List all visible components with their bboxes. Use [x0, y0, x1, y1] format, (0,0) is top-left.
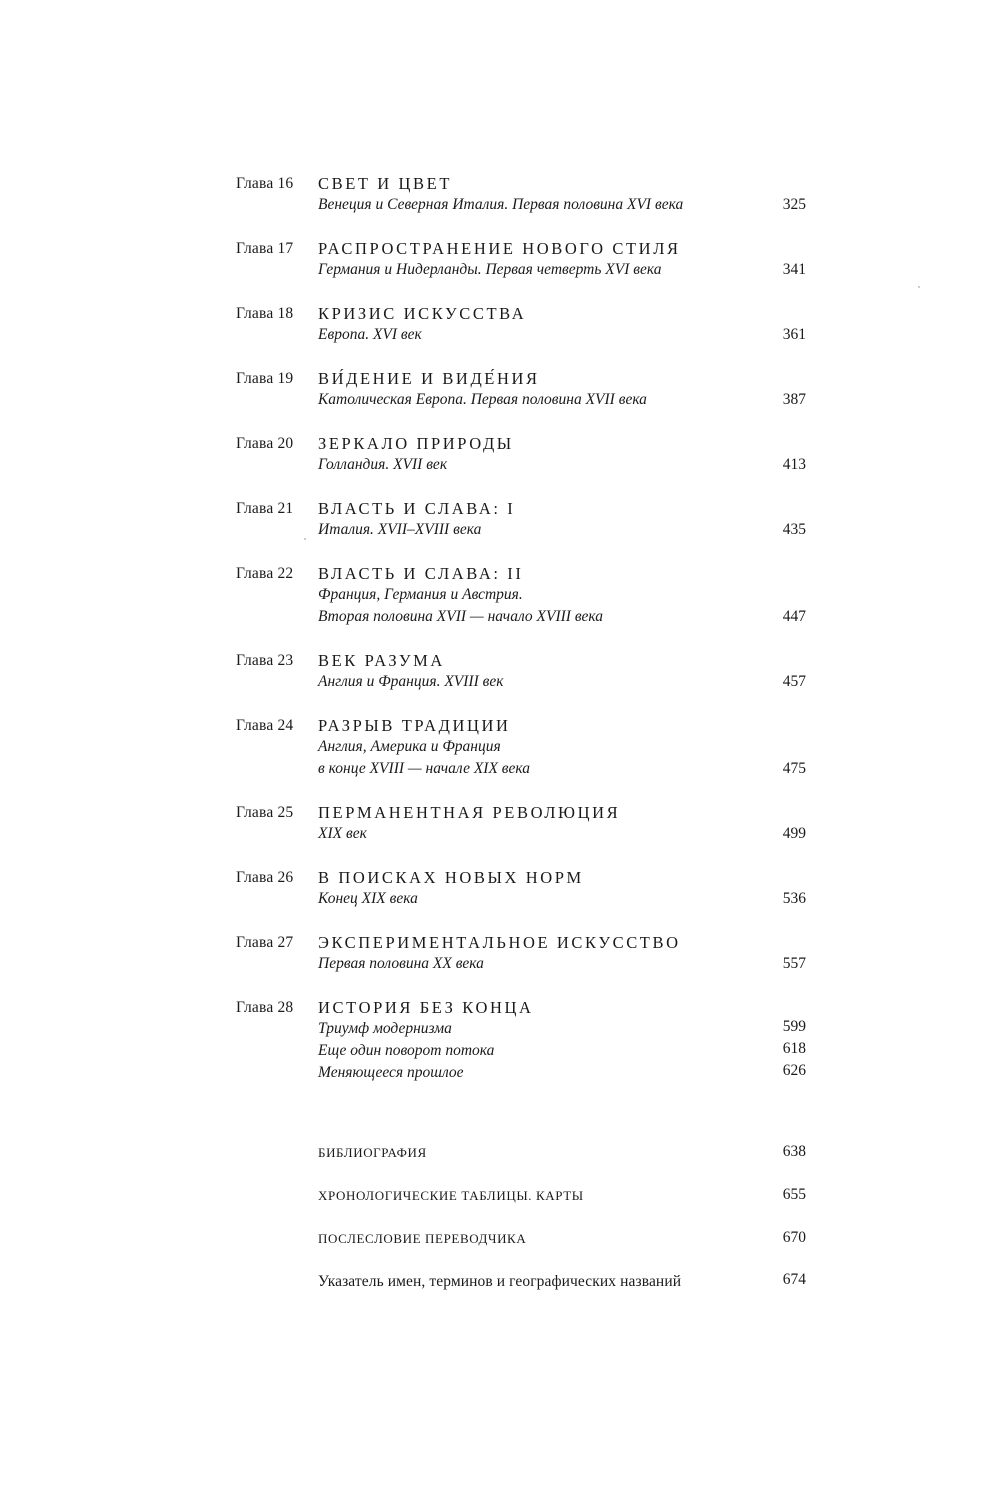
chapter-subtitle: Конец XIX века	[318, 890, 418, 907]
back-matter-title: ПОСЛЕСЛОВИЕ ПЕРЕВОДЧИКА	[318, 1231, 527, 1246]
chapter-title: РАСПРОСТРАНЕНИЕ НОВОГО СТИЛЯ	[318, 239, 681, 258]
page-number: 447	[782, 608, 806, 625]
page-number: 655	[782, 1186, 806, 1203]
chapter-28-entry	[236, 994, 816, 1134]
chapter-label: Глава 25	[236, 804, 294, 821]
page-number: 341	[782, 261, 806, 278]
back-matter-title: БИБЛИОГРАФИЯ	[318, 1145, 427, 1160]
chapter-21-entry	[236, 495, 816, 560]
page-number: 361	[782, 326, 806, 343]
chapter-label: Глава 23	[236, 652, 294, 669]
chapter-19-entry	[236, 365, 816, 430]
page-number: 618	[782, 1040, 806, 1057]
page-number: 457	[782, 673, 806, 690]
chapter-label: Глава 18	[236, 305, 294, 322]
chapter-subtitle: Католическая Европа. Первая половина XVII века	[318, 391, 647, 408]
chapter-label: Глава 27	[236, 934, 294, 951]
chapter-title: ВЛАСТЬ И СЛАВА: II	[318, 564, 524, 583]
chronology-entry	[318, 1188, 816, 1210]
chapter-16-entry	[236, 170, 816, 235]
chapter-title: СВЕТ И ЦВЕТ	[318, 174, 453, 193]
scan-speck	[918, 286, 920, 288]
chapter-title: ЭКСПЕРИМЕНТАЛЬНОЕ ИСКУССТВО	[318, 933, 681, 952]
chapter-subtitle-line-2: Вторая половина XVII — начало XVIII века	[318, 608, 604, 625]
page-number: 413	[782, 456, 806, 473]
page-number: 435	[782, 521, 806, 538]
chapter-title: ИСТОРИЯ БЕЗ КОНЦА	[318, 998, 534, 1017]
page-number: 536	[782, 890, 806, 907]
chapter-24-entry	[236, 712, 816, 799]
chapter-subtitle: Европа. XVI век	[318, 326, 422, 343]
table-of-contents	[236, 170, 816, 1134]
chapter-27-entry	[236, 929, 816, 994]
page-number: 638	[782, 1143, 806, 1160]
chapter-18-entry	[236, 300, 816, 365]
chapter-title: ЗЕРКАЛО ПРИРОДЫ	[318, 434, 514, 453]
section-entry: Еще один поворот потока	[318, 1042, 495, 1059]
chapter-title: ВЛАСТЬ И СЛАВА: I	[318, 499, 516, 518]
page-number: 387	[782, 391, 806, 408]
back-matter-title: Указатель имен, терминов и географических названий	[318, 1273, 682, 1290]
chapter-label: Глава 21	[236, 500, 294, 517]
page-number: 626	[782, 1062, 806, 1079]
chapter-label: Глава 19	[236, 370, 294, 387]
page-number: 499	[782, 825, 806, 842]
chapter-subtitle: XIX век	[318, 825, 367, 842]
index-entry	[318, 1273, 816, 1295]
chapter-25-entry	[236, 799, 816, 864]
section-entry: Меняющееся прошлое	[318, 1064, 464, 1081]
page-number: 599	[782, 1018, 806, 1035]
chapter-title: КРИЗИС ИСКУССТВА	[318, 304, 527, 323]
chapter-26-entry	[236, 864, 816, 929]
chapter-label: Глава 26	[236, 869, 294, 886]
chapter-22-entry	[236, 560, 816, 647]
page-number: 670	[782, 1229, 806, 1246]
page-number: 325	[782, 196, 806, 213]
page-number: 674	[782, 1271, 806, 1288]
back-matter-title: ХРОНОЛОГИЧЕСКИЕ ТАБЛИЦЫ. КАРТЫ	[318, 1188, 584, 1203]
chapter-label: Глава 16	[236, 175, 294, 192]
chapter-subtitle: Венеция и Северная Италия. Первая половина XVI века	[318, 196, 684, 213]
chapter-subtitle: Первая половина XX века	[318, 955, 484, 972]
chapter-subtitle: Англия и Франция. XVIII век	[318, 673, 504, 690]
section-entry: Триумф модернизма	[318, 1020, 452, 1037]
chapter-label: Глава 24	[236, 717, 294, 734]
scan-speck	[304, 538, 306, 540]
chapter-subtitle: Голландия. XVII век	[318, 456, 448, 473]
chapter-title: ВЕК РАЗУМА	[318, 651, 445, 670]
page-number: 475	[782, 760, 806, 777]
chapter-subtitle-line-2: в конце XVIII — начале XIX века	[318, 760, 531, 777]
chapter-20-entry	[236, 430, 816, 495]
chapter-subtitle: Германия и Нидерланды. Первая четверть XVI века	[318, 261, 662, 278]
chapter-subtitle: Англия, Америка и Франция	[318, 738, 501, 755]
translator-afterword-entry	[318, 1231, 816, 1253]
chapter-label: Глава 22	[236, 565, 294, 582]
chapter-subtitle: Франция, Германия и Австрия.	[318, 586, 523, 603]
chapter-title: В ПОИСКАХ НОВЫХ НОРМ	[318, 868, 584, 887]
bibliography-entry	[318, 1145, 816, 1167]
chapter-label: Глава 20	[236, 435, 294, 452]
chapter-title: ВИ́ДЕНИЕ И ВИДЕ́НИЯ	[318, 369, 540, 388]
chapter-title: ПЕРМАНЕНТНАЯ РЕВОЛЮЦИЯ	[318, 803, 621, 822]
chapter-label: Глава 28	[236, 999, 294, 1016]
page-number: 557	[782, 955, 806, 972]
chapter-subtitle: Италия. XVII–XVIII века	[318, 521, 482, 538]
chapter-23-entry	[236, 647, 816, 712]
chapter-title: РАЗРЫВ ТРАДИЦИИ	[318, 716, 511, 735]
chapter-label: Глава 17	[236, 240, 294, 257]
chapter-17-entry	[236, 235, 816, 300]
